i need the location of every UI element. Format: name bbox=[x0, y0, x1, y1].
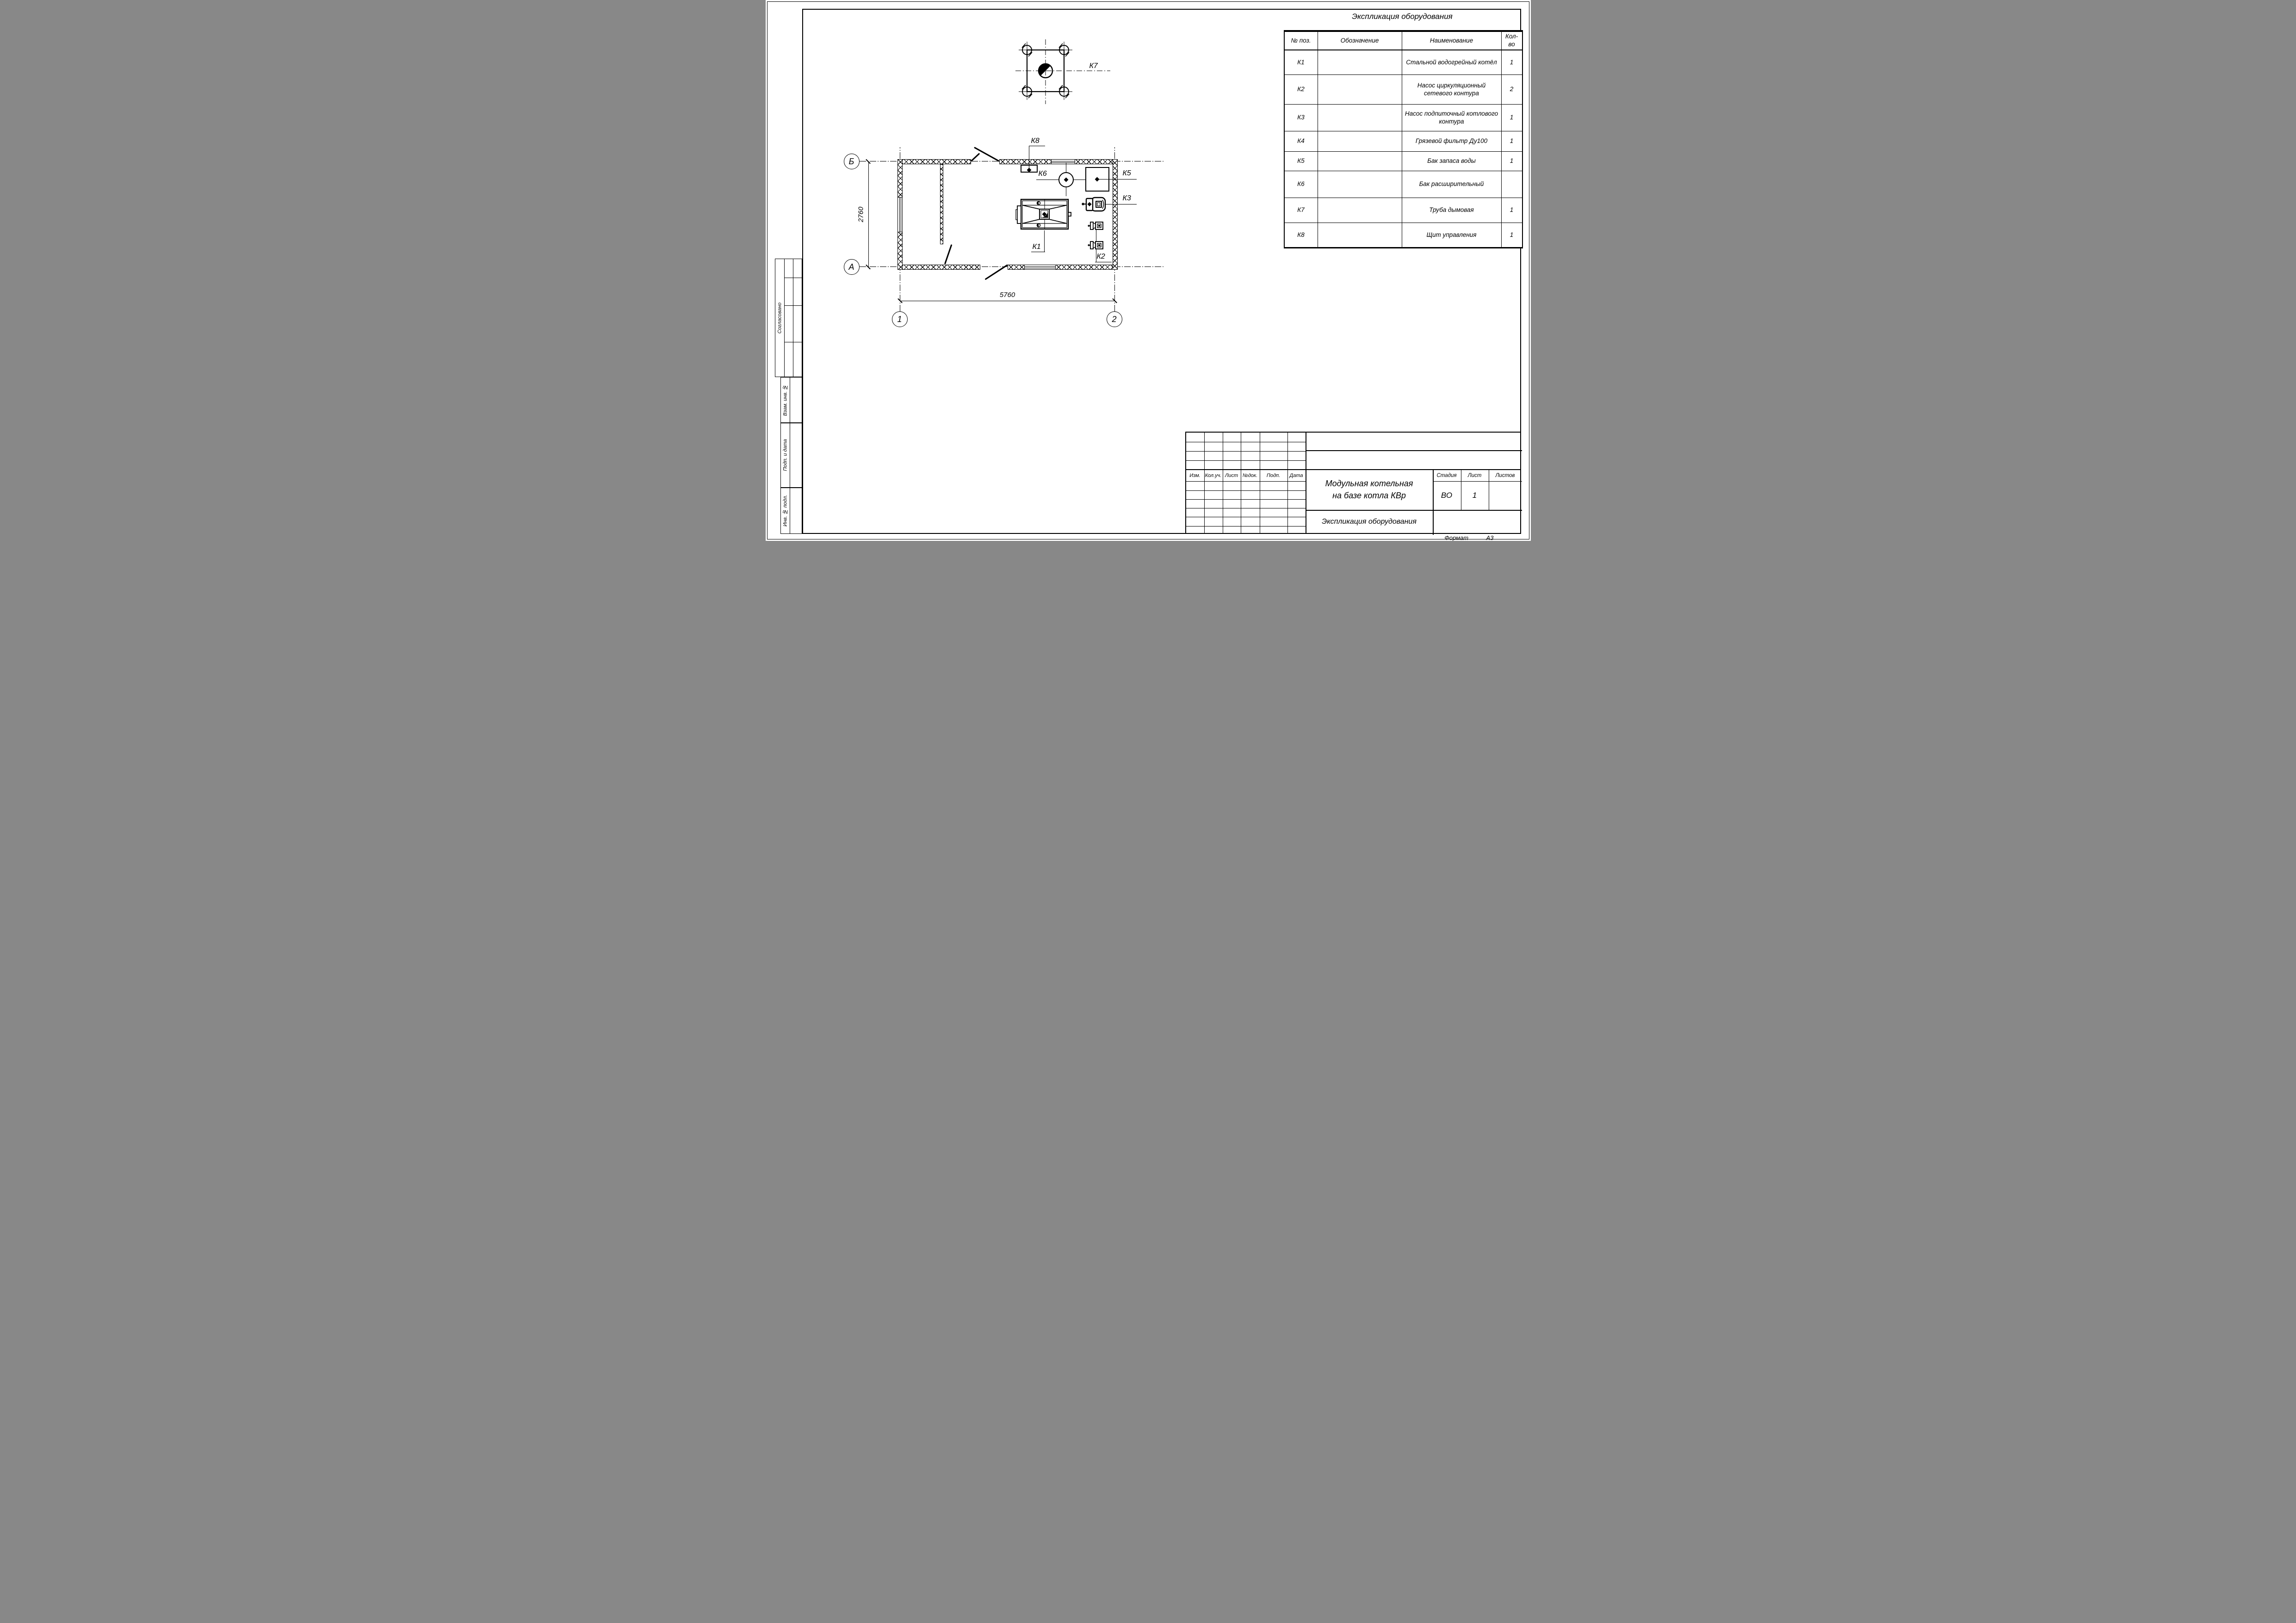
sidebar-podp-box bbox=[780, 423, 802, 488]
tb-header-izm: Изм. bbox=[1189, 472, 1201, 478]
dimension-line-vertical bbox=[868, 161, 869, 267]
cell-qty: 1 bbox=[1502, 152, 1522, 171]
cell-qty: 1 bbox=[1502, 131, 1522, 152]
cell-pos: К5 bbox=[1285, 152, 1318, 171]
tb-sheets-value bbox=[1489, 482, 1522, 509]
format-value: А3 bbox=[1486, 534, 1494, 541]
tb-sheet-label: Лист bbox=[1467, 472, 1482, 478]
sidebar-agreed-block bbox=[775, 259, 802, 377]
tag-k7: К7 bbox=[1089, 62, 1098, 70]
cell-designation bbox=[1318, 171, 1402, 198]
sidebar-label-podp: Подп. и дата bbox=[782, 439, 788, 471]
sidebar-label-inv: Инв. № подл. bbox=[782, 495, 788, 527]
col-header-qty: Кол-во bbox=[1502, 32, 1522, 50]
tb-project-name bbox=[1306, 469, 1433, 510]
cell-name: Щит управления bbox=[1402, 223, 1502, 248]
tb-stage-value: ВО bbox=[1441, 491, 1453, 500]
title-block bbox=[1185, 432, 1521, 534]
pump-k3-symbol bbox=[1082, 197, 1106, 212]
wall-segment bbox=[1008, 265, 1025, 270]
chimney-foundation-symbol bbox=[1015, 39, 1113, 104]
equipment-table bbox=[1284, 30, 1523, 248]
sidebar-label-vzam: Взам. инв. № bbox=[782, 384, 788, 416]
tb-sheets-label: Листов bbox=[1495, 472, 1515, 478]
wall-segment bbox=[1055, 265, 1118, 270]
dimension-value-vertical: 2760 bbox=[857, 206, 865, 223]
col-header-designation: Обозначение bbox=[1318, 32, 1402, 50]
axis-bubble-a: А bbox=[844, 259, 860, 275]
tb-sheet-value: 1 bbox=[1472, 491, 1477, 500]
cell-name: Стальной водогрейный котёл bbox=[1402, 50, 1502, 75]
project-name-line1: Модульная котельная bbox=[1325, 478, 1413, 488]
cell-pos: К8 bbox=[1285, 223, 1318, 248]
format-label: Формат bbox=[1444, 534, 1469, 541]
cell-pos: К1 bbox=[1285, 50, 1318, 75]
tb-header-data: Дата bbox=[1289, 472, 1303, 478]
cell-pos: К4 bbox=[1285, 131, 1318, 152]
cell-qty: 1 bbox=[1502, 223, 1522, 248]
cell-pos: К3 bbox=[1285, 105, 1318, 131]
divider bbox=[1186, 451, 1306, 452]
cell-designation bbox=[1318, 223, 1402, 248]
divider bbox=[1186, 460, 1306, 461]
leader-line-k5 bbox=[1097, 179, 1137, 180]
cell-designation bbox=[1318, 198, 1402, 223]
tb-header-kol: Кол.уч. bbox=[1205, 472, 1222, 478]
boiler-symbol bbox=[1015, 198, 1073, 232]
wall-segment bbox=[897, 265, 980, 270]
tag-k2: К2 bbox=[1096, 253, 1105, 260]
window-opening bbox=[1025, 265, 1055, 270]
cell-designation bbox=[1318, 131, 1402, 152]
wall-segment bbox=[1113, 159, 1118, 270]
pump-k2-symbol bbox=[1088, 222, 1104, 230]
cell-qty: 2 bbox=[1502, 75, 1522, 105]
divider bbox=[1186, 490, 1306, 491]
cell-designation bbox=[1318, 75, 1402, 105]
cell-qty bbox=[1502, 171, 1522, 198]
cell-name: Грязевой фильтр Ду100 bbox=[1402, 131, 1502, 152]
tb-header-podp: Подп. bbox=[1266, 472, 1281, 478]
cell-designation bbox=[1318, 105, 1402, 131]
wall-segment bbox=[897, 159, 971, 164]
leader-line-k1 bbox=[1044, 230, 1045, 252]
tag-k1: К1 bbox=[1032, 243, 1041, 251]
project-name-line2: на базе котла КВр bbox=[1332, 491, 1406, 500]
window-opening bbox=[1052, 159, 1075, 164]
pump-k2-symbol bbox=[1088, 241, 1104, 249]
equipment-table-title: Экспликация оборудования bbox=[1352, 12, 1453, 21]
cell-pos: К7 bbox=[1285, 198, 1318, 223]
cell-name: Бак запаса воды bbox=[1402, 152, 1502, 171]
sidebar-vzam-box bbox=[780, 377, 802, 423]
divider bbox=[784, 305, 803, 306]
dimension-value-horizontal: 5760 bbox=[999, 291, 1015, 299]
cell-pos: К2 bbox=[1285, 75, 1318, 105]
axis-bubble-1: 1 bbox=[892, 311, 908, 327]
divider bbox=[1287, 433, 1288, 533]
tb-header-list: Лист bbox=[1225, 472, 1238, 478]
divider bbox=[1186, 526, 1306, 527]
cell-pos: К6 bbox=[1285, 171, 1318, 198]
tb-stage-label: Стадия bbox=[1436, 472, 1457, 478]
cell-qty: 1 bbox=[1502, 50, 1522, 75]
sidebar-label-agreed: Согласовано bbox=[777, 302, 782, 334]
cell-designation bbox=[1318, 50, 1402, 75]
divider bbox=[1204, 433, 1205, 533]
cell-qty: 1 bbox=[1502, 198, 1522, 223]
axis-bubble-b: Б bbox=[844, 154, 860, 169]
tag-k5: К5 bbox=[1122, 169, 1131, 177]
wall-segment bbox=[999, 159, 1052, 164]
wall-segment bbox=[897, 159, 903, 198]
cell-name: Насос циркуляционный сетевого контура bbox=[1402, 75, 1502, 105]
col-header-name: Наименование bbox=[1402, 32, 1502, 50]
cell-designation bbox=[1318, 152, 1402, 171]
wall-segment bbox=[1075, 159, 1118, 164]
col-header-pos: № поз. bbox=[1285, 32, 1318, 50]
tb-doc-title: Экспликация оборудования bbox=[1322, 518, 1417, 526]
tag-k6: К6 bbox=[1038, 170, 1047, 178]
cell-name: Насос подпиточный котлового контура bbox=[1402, 105, 1502, 131]
axis-bubble-2: 2 bbox=[1107, 311, 1122, 327]
partition-wall bbox=[940, 164, 943, 244]
divider bbox=[1306, 450, 1522, 451]
cell-name: Бак расширительный bbox=[1402, 171, 1502, 198]
window-opening bbox=[897, 198, 903, 232]
wall-segment bbox=[897, 232, 903, 270]
sidebar-inv-box bbox=[780, 488, 802, 534]
tag-k8: К8 bbox=[1031, 137, 1040, 145]
drawing-sheet bbox=[766, 0, 1531, 541]
tag-k3: К3 bbox=[1122, 194, 1131, 202]
tb-header-doc: №док. bbox=[1242, 472, 1258, 478]
cell-qty: 1 bbox=[1502, 105, 1522, 131]
cell-name: Труба дымовая bbox=[1402, 198, 1502, 223]
divider bbox=[1186, 499, 1306, 500]
